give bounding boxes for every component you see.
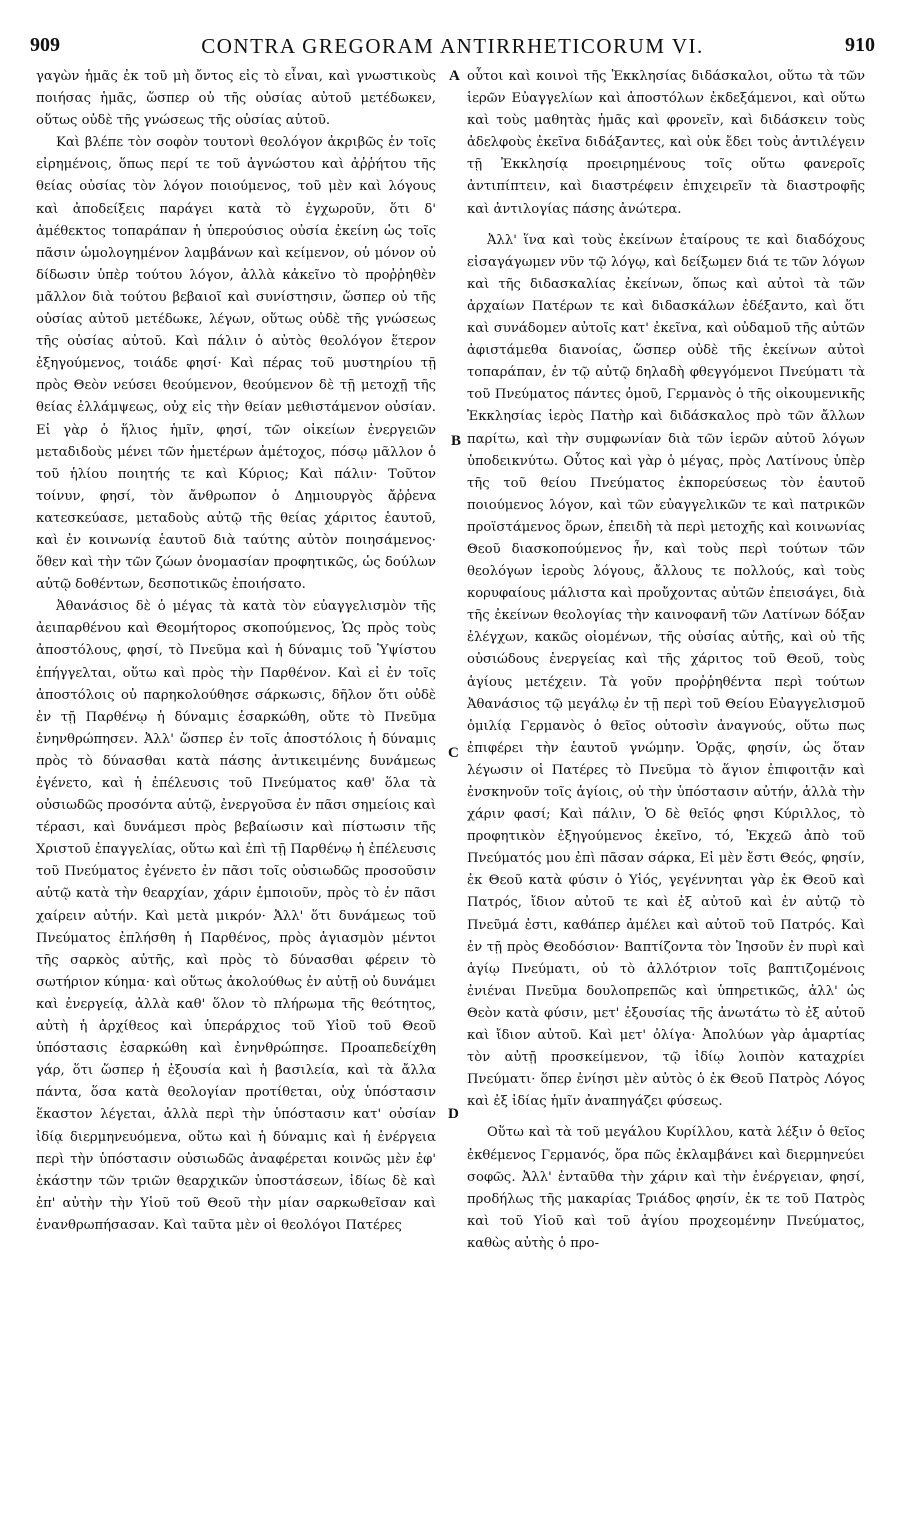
margin-marker-a: A xyxy=(449,68,460,84)
page-number-left: 909 xyxy=(30,34,60,56)
right-paragraph-3: Οὕτω καὶ τὰ τοῦ μεγάλου Κυρίλλου, κατὰ λέξιν ὁ θεῖος ἐκθέμενος Γερμανός, ὅρα πῶς ἐκλαμβάνει καὶ διερμηνεύει σοφῶς. Ἀλλ' ἐνταῦθα τὴν χάριν καὶ τὴν ἐνέργειαν, φησί, προδήλως τῆς μακαρίας Τριάδος φησίν, ἐκ τε τοῦ Πατρὸς καὶ τοῦ Υἱοῦ καὶ τοῦ ἁγίου προχεομένην Πνεύματος, καθὼς αὐτὴς ὁ προ- xyxy=(467,1125,865,1251)
margin-marker-d: D xyxy=(448,1106,459,1122)
left-column xyxy=(36,66,436,1237)
margin-marker-b: B xyxy=(451,433,462,449)
left-paragraph-1: γαγὼν ἡμᾶς ἐκ τοῦ μὴ ὄντος εἰς τὸ εἶναι, καὶ γνωστικοὺς ποιήσας ἡμᾶς, ὥσπερ οὐ τῆς οὐσίας αὐτοῦ μετέδωκεν, οὕτως οὐδὲ τῆς γνώσεως τῆς οὐσίας αὐτοῦ. xyxy=(36,69,436,129)
margin-marker-c: C xyxy=(448,745,459,761)
page-number-right: 910 xyxy=(845,34,875,56)
left-paragraph-3: Ἀθανάσιος δὲ ὁ μέγας τὰ κατὰ τὸν εὐαγγελισμὸν τῆς ἀειπαρθένου καὶ Θεομήτορος σκοπούμενος, Ὡς πρὸς τοὺς ἀποστόλους, φησί, τὸ Πνεῦμα καὶ ἡ δύναμις τοῦ Ὑψίστου ἐπήγγελται, οὕτω καὶ πρὸς τὴν Παρθένον. Καὶ εἰ ἐν τοῖς ἀποστόλοις οὐ παρηκολούθησε σάρκωσις, δῆλον ὅτι οὐδὲ ἐν τῇ Παρθένῳ ἡ δύναμις ἐσαρκώθη, οὔτε τὸ Πνεῦμα ἐνηνθρώπησεν. Ἀλλ' ὥσπερ ἐν τοῖς ἀποστόλοις ἡ δύναμις πρὸς τὸ δύνασθαι κατὰ πάσης ἀντικειμένης δυνάμεως ἐγένετο, καὶ ἡ ἐπέλευσις τοῦ Πνεύματος καθ' ὅλα τὰ οὐσιωδῶς προσόντα αὐτῷ, ἐνεργοῦσα ἐν πᾶσι σημείοις καὶ τέρασι, καὶ δυνάμεσι πρὸς βεβαίωσιν καὶ πίστωσιν τῆς Χριστοῦ ἐπαγγελίας, οὕτω καὶ ἐπὶ τῇ Παρθένῳ ἡ ἐπέλευσις τοῦ Πνεύματος ἐγένετο ἐν πᾶσι τοῖς οὐσιωδῶς προσοῦσιν αὐτῷ κατὰ τὴν θεαρχίαν, χάριν ἐμποιοῦν, πρὸς τὸ ἐν πᾶσι χαίρειν αὐτήν. Καὶ μετὰ μικρόν· Ἀλλ' ὅτι δυνάμεως τοῦ Πνεύματος ἐπλήσθη ἡ Παρθένος, πρὸς ἁγιασμὸν μέντοι τῆς σαρκὸς αὐτῆς, καὶ πρὸς τὸ δύνασθαι φέρειν τὸ σωτήριον κύημα· καὶ οὕτως ἀκολούθως ἐν αὐτῇ οὐ δυνάμει καὶ ἐνεργείᾳ, ἀλλὰ καθ' ὅλον τὸ πλήρωμα τῆς θεότητος, αὐτὴ ἡ ἀρχίθεος καὶ ὑπεράρχιος τοῦ Υἱοῦ τοῦ Θεοῦ ὑπόστασις ἐσαρκώθη καὶ ἐνηνθρώπησε. Προαπεδείχθη γάρ, ὅτι ὥσπερ ἡ ἐξουσία καὶ ἡ βασιλεία, καὶ τὰ ἄλλα πάντα, ὅσα κατὰ θεολογίαν προτίθεται, οὐχ ὑπόστασιν ἕκαστον λέγεται, ἀλλὰ περὶ τὴν ὑπόστασιν κατ' οὐσίαν ἰδίᾳ διερμηνευόμενα, οὕτω καὶ ἡ δύναμις καὶ ἡ ἐνέργεια περὶ τὴν ὑπόστασιν οὐσιωδῶς ἀναφέρεται κοινῶς μὲν ἐφ' ἑκάστην τῶν τριῶν θεαρχικῶν ὑποστάσεων, ἰδίως δὲ καὶ ἐπ' αὐτὴν τὴν Υἱοῦ τοῦ Θεοῦ τὴν μίαν σαρκωθεῖσαν καὶ ἐνανθρωπήσασαν. Καὶ ταῦτα μὲν οἱ θεολόγοι Πατέρες xyxy=(36,599,436,1233)
right-paragraph-2: Ἀλλ' ἵνα καὶ τοὺς ἐκείνων ἑταίρους τε καὶ διαδόχους εἰσαγάγωμεν νῦν τῷ λόγῳ, καὶ δείξωμεν διά τε τῶν λόγων καὶ τῆς διδασκαλίας ἐκείνων, ὅπως καὶ αὐτοὶ τὰ τῶν ἀρχαίων Πατέρων τε καὶ διδασκάλων ἐδέξαντο, καὶ ὅτι καὶ συνάδομεν αὐτοῖς κατ' ἐκεῖνα, καὶ οὐδαμοῦ τῆς αὐτῶν ἀφιστάμεθα διανοίας, ὥσπερ οὐδὲ τῆς ἐκείνων αὐτοὶ τοπαράπαν, ἐν τῷ αὐτῷ δηλαδὴ φθεγγόμενοι Πνεύματι τὰ τοῦ Πνεύματος πάντες ὁμοῦ, Γερμανὸς ὁ τῆς οἰκουμενικῆς Ἐκκλησίας ἱερὸς Πατὴρ καὶ διδάσκαλος πρὸ τῶν ἄλλων παρίτω, καὶ τὴν συμφωνίαν διὰ τῶν ἱερῶν αὐτοῦ λόγων ὑποδεικνύτω. Οὗτος καὶ γὰρ ὁ μέγας, πρὸς Λατίνους ὑπὲρ τῆς τοῦ θείου Πνεύματος ἐκπορεύσεως τὸν ἑαυτοῦ ποιούμενος λόγον, καὶ τῶν εὐαγγελικῶν τε καὶ πατρικῶν προϊστάμενος ὅρων, ἐπειδὴ τὰ περὶ μετοχῆς καὶ κοινωνίας Θεοῦ διασκοπούμενος ἦν, καὶ τοὺς περὶ τούτων τῶν θεολόγων ἱεροὺς λόγους, ἄλλους τε πολλούς, καὶ τοὺς κορυφαίους μάλιστα καὶ προὔχοντας αὐτῶν ἐπεισάγει, διὰ τῆς ἐκείνων θεολογίας τὴν καινοφανῆ τῶν Λατίνων δόξαν ἐλέγχων, κακῶς οἰομένων, τῆς οὐσίας αὐτῆς, καὶ οὐ τῆς οὐσιώδους ἐνεργείας καὶ τῆς χάριτος τοῦ Θεοῦ, τοὺς ἁγίους μετέχειν. Τὰ γοῦν προῤῥηθέντα περὶ τούτων Ἀθανάσιος τῷ μεγάλῳ ἐν τῇ περὶ τοῦ Θείου Εὐαγγελισμοῦ ὁμιλίᾳ Γερμανὸς ὁ θεῖος οὑτοσὶν ἀναγνούς, οὕτω πως ἐπιφέρει τὴν ἑαυτοῦ γνώμην. Ὁρᾷς, φησίν, ὡς ὅταν λέγωσιν οἱ Πατέρες τὸ Πνεῦμα τὸ ἅγιον ἐπιφοιτᾷν καὶ ἐνσκηνοῦν τοῖς ἁγίοις, οὐ τὴν ὑπόστασιν αὐτήν, ἀλλὰ τὴν χάριν φασί; Καὶ πάλιν, Ὁ δὲ θεῖός φησι Κύριλλος, τὸ προφητικὸν ἐξηγούμενος ἐκεῖνο, τό, Ἐκχεῶ ἀπὸ τοῦ Πνεύματός μου ἐπὶ πᾶσαν σάρκα, Εἰ μὲν ἔστι Θεός, φησίν, ἐκ Θεοῦ κατὰ φύσιν ὁ Υἱός, γεγέννηται γὰρ ἐκ Θεοῦ καὶ Πατρός, ἴδιον αὐτοῦ τε καὶ ἐξ αὐτοῦ καὶ ἐν αὐτῷ τὸ Πνεῦμά ἐστι, καθάπερ ἀμέλει καὶ αὐτοῦ τοῦ Πατρός. Καὶ ἐν τῇ πρὸς Θεοδόσιον· Βαπτίζοντα τὸν Ἰησοῦν ἐν πυρὶ καὶ ἁγίῳ Πνεύματι, οὐ τὸ ἀλλότριον τοῖς βαπτιζομένοις ἐνιέναι Πνεῦμα δουλοπρεπῶς καὶ ὑπηρετικῶς, ἀλλ' ὡς Θεὸν κατὰ φύσιν, μετ' ἐξουσίας τῆς ἀνωτάτω τὸ ἐξ αὐτοῦ καὶ ἴδιον αὐτοῦ. Καὶ μετ' ὀλίγα· Ἀπολύων γὰρ ἁμαρτίας τὸν αὐτῇ προσκείμενον, τῷ ἰδίῳ λοιπὸν καταχρίει Πνεύματι· ὅπερ ἐνίησι μὲν αὐτὸς ὁ ἐκ Θεοῦ Πατρὸς Λόγος καὶ ἐξ ἰδίας ἡμῖν ἀναπηγάζει φύσεως. xyxy=(467,232,865,1110)
running-head: CONTRA GREGORAM ANTIRRHETICORUM VI. xyxy=(201,34,704,58)
left-paragraph-2: Καὶ βλέπε τὸν σοφὸν τουτονὶ θεολόγον ἀκριβῶς ἐν τοῖς εἰρημένοις, ὅπως περί τε τοῦ ἀγνώστου καὶ ἀῤῥήτου τῆς θείας οὐσίας τὸν λόγον ποιούμενος, τοῦ μὲν καὶ λόγους καὶ ἀποδείξεις παράγει κατὰ τὸ ἐγχωροῦν, ὅτι δ' ἀμέθεκτος τοπαράπαν ἡ ὑπερούσιος οὐσία ἐκείνη ὡς τοῖς πᾶσιν ὡμολογημένον λαμβάνων καὶ κείμενον, οὐ μόνον οὐ δίδωσιν ὑπὲρ τούτου λόγον, ἀλλὰ κἀκεῖνο τὸ προῤῥηθὲν μᾶλλον διὰ τούτου βεβαιοῖ καὶ συνίστησιν, ὥσπερ οὐ τῆς οὐσίας αὐτοῦ μετέδωκε, λέγων, οὕτως οὐδὲ τῆς γνώσεως τῆς οὐσίας αὐτοῦ. Καὶ πάλιν ὁ αὐτὸς θεολόγον ἕτερον ἐξηγούμενος, τοιάδε φησί· Καὶ πέρας τοῦ μυστηρίου τῇ πρὸς Θεὸν νεύσει θεούμενον, θεούμενον δὲ τῇ μετοχῇ τῆς θείας ἐλλάμψεως, οὐχ εἰς τὴν θείαν μεθιστάμενον οὐσίαν. Εἰ γὰρ ὁ ἥλιος ἡμῖν, φησί, τῶν οἰκείων ἐνεργειῶν μεταδιδοὺς μένει τῶν ἡμετέρων ἀμέτοχος, πόσῳ μᾶλλον ὁ τοῦ ἡλίου ποιητής τε καὶ Κύριος; Καὶ πάλιν· Τοῦτον τοίνυν, φησί, τὸν ἄνθρωπον ὁ Δημιουργὸς ἄῤῥενα κατεσκεύασε, μεταδοὺς αὐτῷ τῆς θείας χάριτος ἑαυτοῦ, καὶ ἐν κοινωνίᾳ ἑαυτοῦ διὰ ταύτης αὐτὸν ποιησάμενος· ὅθεν καὶ τὴν τῶν ζώων ὀνομασίαν προφητικῶς, ὡς δούλων αὐτῷ δοθέντων, δεσποτικῶς ἐποιήσατο. xyxy=(36,135,436,593)
right-column xyxy=(467,66,865,1255)
page-header xyxy=(30,34,875,60)
right-paragraph-1: οὗτοι καὶ κοινοὶ τῆς Ἐκκλησίας διδάσκαλοι, οὕτω τὰ τῶν ἱερῶν Εὐαγγελίων καὶ ἀποστόλων ἐκδεξάμενοι, καὶ οὕτω καὶ τοὺς μαθητὰς ἡμᾶς καὶ φρονεῖν, καὶ διδάσκειν τοὺς ἀδελφοὺς ἐκεῖνα διδάξαντες, καὶ οὐκ ἔδει τοὺς ἀντιλέγειν τῇ Ἐκκλησίᾳ προειρημένους τοῖς οὕτω φανεροῖς ἀντιπίπτειν, καὶ διαστρέφειν ἐπιχειρεῖν τὰ διαστροφῆς καὶ ἀντιλογίας πάσης ἀνώτερα. xyxy=(467,69,865,217)
